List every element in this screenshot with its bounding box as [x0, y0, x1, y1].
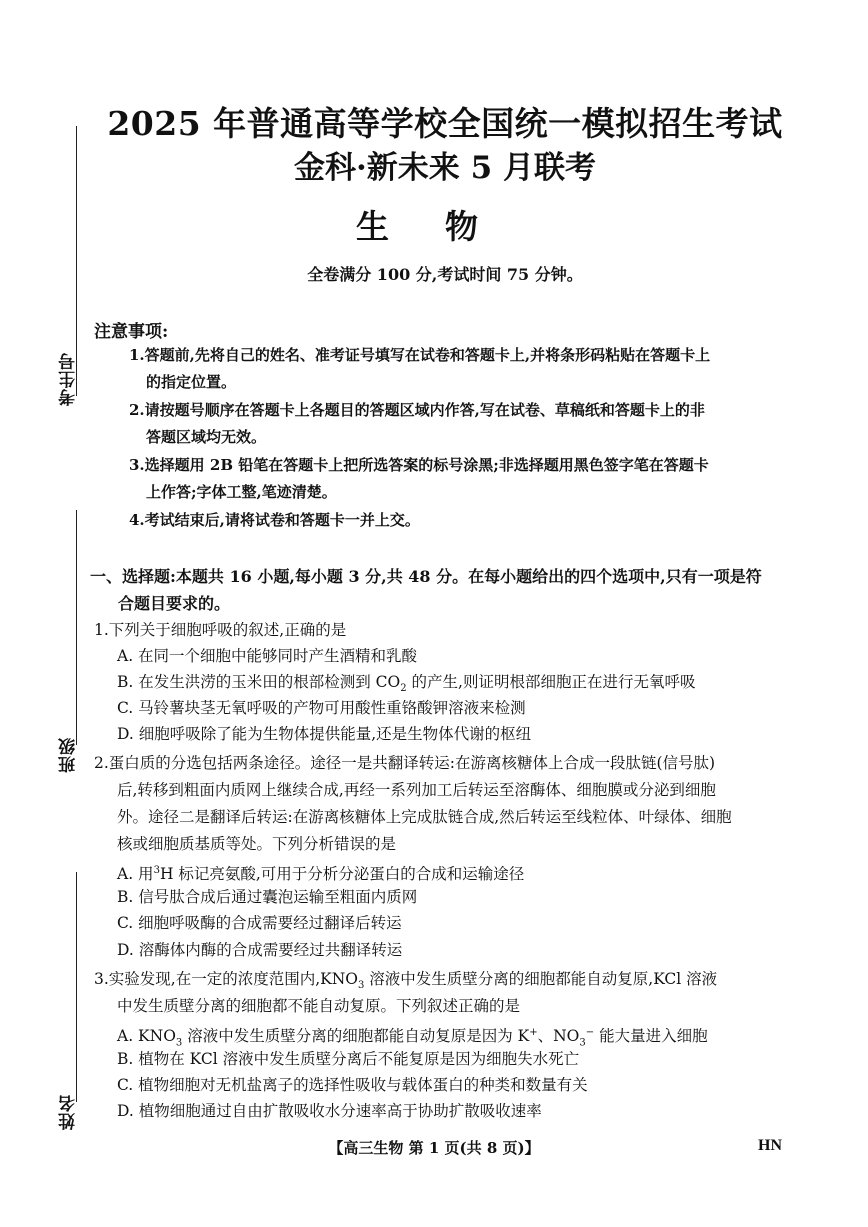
q1-option-b-post: 的产生,则证明根部细胞正在进行无氧呼吸 — [406, 673, 696, 691]
q3-stem-sub: 3 — [358, 980, 365, 992]
margin-line-class — [76, 510, 77, 745]
q2-option-d: D. 溶酶体内酶的合成需要经过共翻译转运 — [117, 941, 403, 959]
score-time-line: 全卷满分 100 分,考试时间 75 分钟。 — [307, 265, 583, 284]
q3-option-c: C. 植物细胞对无机盐离子的选择性吸收与载体蛋白的种类和数量有关 — [117, 1076, 588, 1094]
q3-stem-line2: 中发生质壁分离的细胞都不能自动复原。下列叙述正确的是 — [117, 997, 521, 1015]
q3-option-d: D. 植物细胞通过自由扩散吸收水分速率高于协助扩散吸收速率 — [117, 1102, 542, 1120]
section-heading-line2: 合题目要求的。 — [118, 594, 231, 613]
notice-item-1-line1: 1.答题前,先将自己的姓名、准考证号填写在试卷和答题卡上,并将条形码粘贴在答题卡上 — [129, 346, 711, 364]
q3-option-a-post: 能大量进入细胞 — [594, 1027, 708, 1046]
q3-option-a-sup2: − — [585, 1027, 595, 1038]
notice-title: 注意事项: — [94, 322, 169, 342]
section-heading-line1: 一、选择题:本题共 16 小题,每小题 3 分,共 48 分。在每小题给出的四个选项中,只有一项是符 — [90, 567, 762, 586]
q3-stem-post: 溶液中发生质壁分离的细胞都能自动复原,KCl 溶液 — [364, 970, 718, 988]
notice-item-2 — [131, 397, 786, 451]
margin-label-name: 姓名 — [59, 1094, 79, 1130]
q2-option-a-sup: 3 — [153, 865, 160, 876]
section-heading — [90, 563, 792, 617]
q3-option-a-pre: A. KNO — [117, 1027, 176, 1046]
notice-item-4-line1: 4.考试结束后,请将试卷和答题卡一并上交。 — [129, 511, 420, 529]
q1-option-b-pre: B. 在发生洪涝的玉米田的根部检测到 CO — [117, 673, 401, 691]
margin-label-exam-no: 考生号 — [59, 352, 79, 406]
q2-option-b: B. 信号肽合成后通过囊泡运输至粗面内质网 — [117, 888, 418, 906]
q1-stem: 1.下列关于细胞呼吸的叙述,正确的是 — [94, 621, 347, 639]
q2-option-a-post: H 标记亮氨酸,可用于分析分泌蛋白的合成和运输途径 — [159, 865, 525, 884]
q3-option-a-mid: 溶液中发生质壁分离的细胞都能自动复原是因为 K — [182, 1027, 530, 1046]
q2-stem-line4: 核或细胞质基质等处。下列分析错误的是 — [117, 835, 397, 853]
q3-option-a-sub2: 3 — [579, 1037, 586, 1049]
region-code: HN — [758, 1137, 782, 1154]
subject-text: 生物 — [356, 207, 534, 246]
q2-option-a — [117, 858, 524, 887]
notice-item-1-line2: 的指定位置。 — [146, 373, 237, 391]
q1-option-b-sub: 2 — [400, 683, 407, 695]
notice-item-2-line2: 答题区域均无效。 — [146, 428, 267, 446]
q1-option-c: C. 马铃薯块茎无氧呼吸的产物可用酸性重铬酸钾溶液来检测 — [117, 699, 526, 717]
notice-item-1 — [131, 342, 786, 396]
q1-option-d: D. 细胞呼吸除了能为生物体提供能量,还是生物体代谢的枢纽 — [117, 725, 532, 743]
q2-option-a-pre: A. 用 — [117, 865, 154, 884]
notice-item-3 — [131, 452, 786, 506]
subject-title — [95, 201, 795, 248]
notice-item-4 — [131, 507, 786, 534]
q2-stem-line3: 外。途径二是翻译后转运:在游离核糖体上完成肽链合成,然后转运至线粒体、叶绿体、细胞 — [117, 808, 732, 826]
q3-stem-pre: 3.实验发现,在一定的浓度范围内,KNO — [94, 970, 358, 988]
q2-stem-line1: 2.蛋白质的分选包括两条途径。途径一是共翻译转运:在游离核糖体上合成一段肽链(信号肽) — [94, 754, 716, 772]
margin-line-name — [76, 872, 77, 1102]
notice-item-3-line1: 3.选择题用 2B 铅笔在答题卡上把所选答案的标号涂黑;非选择题用黑色签字笔在答题卡 — [129, 456, 709, 474]
q3-option-a-sub: 3 — [175, 1037, 183, 1049]
q1-option-a: A. 在同一个细胞中能够同时产生酒精和乳酸 — [117, 647, 418, 665]
page-footer: 【高三生物 第 1 页(共 8 页)】 — [328, 1139, 540, 1157]
q2-stem-line2: 后,转移到粗面内质网上继续合成,再经一系列加工后转运至溶酶体、细胞膜或分泌到细胞 — [117, 781, 716, 799]
q3-option-a-sup1: + — [529, 1027, 538, 1038]
exam-subtitle: 金科·新未来 5 月联考 — [294, 150, 596, 186]
q3-option-b: B. 植物在 KCl 溶液中发生质壁分离后不能复原是因为细胞失水死亡 — [117, 1050, 580, 1068]
q3-option-a-mid2: 、NO — [537, 1027, 580, 1046]
notice-item-3-line2: 上作答;字体工整,笔迹清楚。 — [146, 483, 337, 501]
margin-label-class: 班级 — [59, 737, 79, 773]
exam-title: 2025 年普通高等学校全国统一模拟招生考试 — [107, 104, 783, 143]
notice-item-2-line1: 2.请按题号顺序在答题卡上各题目的答题区域内作答,写在试卷、草稿纸和答题卡上的非 — [129, 401, 705, 419]
q2-option-c: C. 细胞呼吸酶的合成需要经过翻译后转运 — [117, 914, 402, 932]
